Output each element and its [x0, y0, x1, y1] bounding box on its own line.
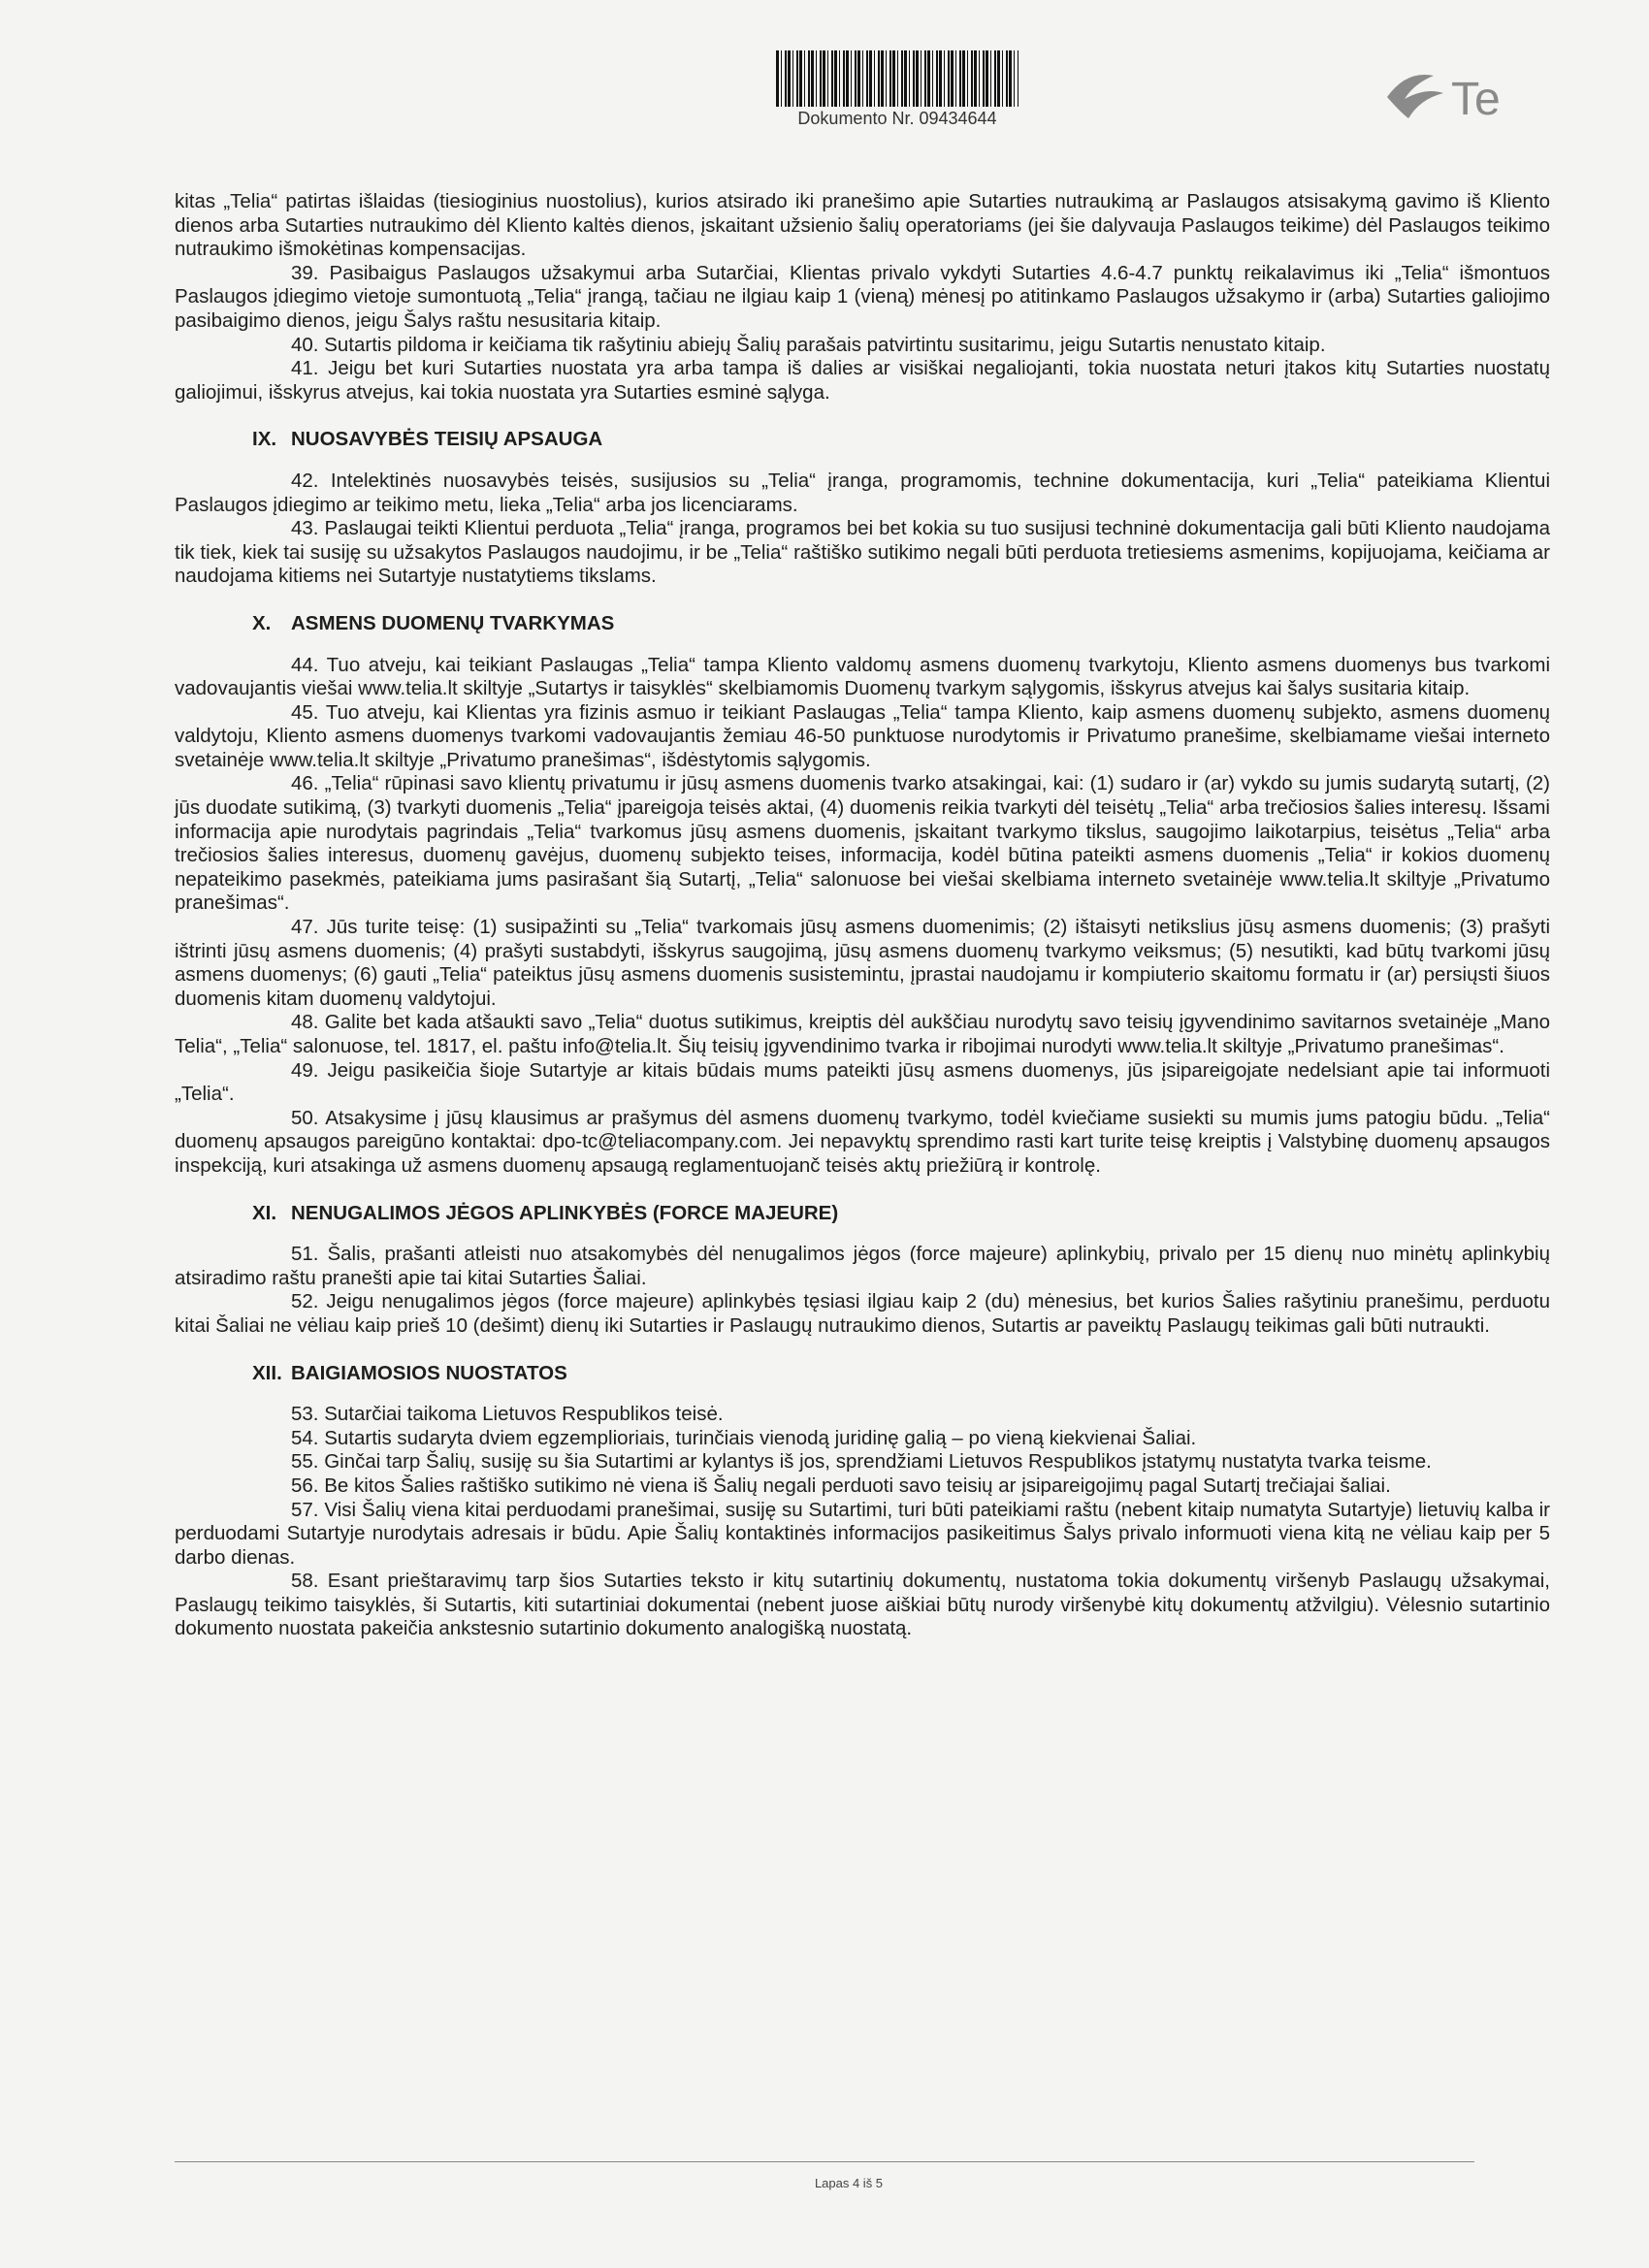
clause-number: 41.: [291, 357, 319, 380]
clause-text: Tuo atveju, kai Klientas yra fizinis asmuo ir teikiant Paslaugas „Telia“ tampa Kliento, kaip asmens duomenų subjekto, asmens duomenų valdytoju, Kliento asmens duomenys tvarkomi vadovaujantis žemiau 46-50 punktuose nurodytomis ir Privatumo pranešime, skelbiamame viešai interneto svetainėje www.telia.lt skiltyje „Privatumo pranešimas“, išdėstytomis sąlygomis.: [175, 700, 1550, 771]
clause: [175, 357, 1550, 405]
clause: [175, 1290, 1550, 1338]
section-title: ASMENS DUOMENŲ TVARKYMAS: [291, 611, 615, 634]
section-heading: [175, 428, 1550, 452]
clause: [175, 1450, 1550, 1474]
section-number: X.: [252, 611, 272, 634]
clause: [175, 517, 1550, 589]
clause: [175, 1107, 1550, 1179]
clause-text: Visi Šalių viena kitai perduodami pranešimai, susiję su Sutartimi, turi būti pateikiami raštu (nebent kitaip numatyta Sutartyje) lietuvių kalba ir perduodami Sutartyje nurodytais adresais ir būdu. Apie Šalių kontaktinės informacijos pasikeitimus Šalys privalo informuoti viena kitą ne vėliau kaip per 5 darbo dienas.: [175, 1498, 1550, 1569]
clause-text: Sutarčiai taikoma Lietuvos Respublikos teisė.: [324, 1403, 724, 1426]
clause-number: 42.: [291, 469, 319, 492]
clause-text: Pasibaigus Paslaugos užsakymui arba Sutarčiai, Klientas privalo vykdyti Sutarties 4.6-4.7 punktų reikalavimus iki „Telia“ išmontuos Paslaugos įdiegimo vietoje sumontuotą „Telia“ įrangą, tačiau ne ilgiau kaip 1 (vieną) mėnesį po atitinkamo Paslaugos užsakymo ir (arba) Sutarties galiojimo pasibaigimo dienos, jeigu Šalys raštu nesusitaria kitaip.: [175, 261, 1550, 332]
clause-number: 58.: [291, 1570, 319, 1593]
clause: [175, 1427, 1550, 1451]
clause-number: 54.: [291, 1426, 319, 1449]
clause-text: Paslaugai teikti Klientui perduota „Telia“ įranga, programos bei bet kokia su tuo susijusi techninė dokumentacija gali būti Kliento naudojama tik tiek, kiek tai susiję su užsakytos Paslaugos naudojimu, ir be „Telia“ raštiško sutikimo negali būti perduota tretiesiems asmenims, kopijuojama, keičiama ar naudojama kitiems nei Sutartyje nustatytiems tikslams.: [175, 517, 1550, 588]
clause-text: „Telia“ rūpinasi savo klientų privatumu ir jūsų asmens duomenis tvarko atsakingai, kai: (1) sudaro ir (ar) vykdo su jumis sudarytą sutartį, (2) jūs duodate sutikimą, (3) tvarkyti duomenis „Telia“ įpareigoja teisės aktai, (4) duomenis reikia tvarkyti dėl teisėtų „Telia“ arba trečiosios šalies interesų. Išsami informacija apie nurodytais pagrindais „Telia“ tvarkomus jūsų asmens duomenis, įskaitant tvarkymo tikslus, saugojimo laikotarpius, teisėtus „Telia“ arba trečiosios šalies interesus, duomenų gavėjus, duomenų subjekto teises, informacija, kodėl būtina pateikti asmens duomenis „Telia“ ir kokios duomenų nepateikimo pasekmės, pateikiama jums pasirašant šią Sutartį, „Telia“ salonuose bei viešai skelbiama interneto svetainėje www.telia.lt skiltyje „Privatumo pranešimas“.: [175, 772, 1550, 915]
clause-text: Šalis, prašanti atleisti nuo atsakomybės dėl nenugalimos jėgos (force majeure) aplinkybių, privalo per 15 dienų nuo minėtų aplinkybių atsiradimo raštu pranešti apie tai kitai Sutarties Šaliai.: [175, 1243, 1550, 1289]
clause-text: Jeigu bet kuri Sutarties nuostata yra arba tampa iš dalies ar visiškai negaliojanti, tokia nuostata neturi įtakos kitų Sutarties nuostatų galiojimui, išskyrus atvejus, kai tokia nuostata yra Sutarties esminė sąlyga.: [175, 357, 1550, 404]
document-body: [175, 190, 1550, 1641]
paragraph: kitas „Telia“ patirtas išlaidas (tiesioginius nuostolius), kurios atsirado iki pranešimo apie Sutarties nutraukimą ar Paslaugos atsisakymą gavimo iš Kliento dienos arba Sutarties nutraukimo dėl Kliento kaltės dienos, įskaitant užsienio šalių operatoriams (jei šie dalyvauja Paslaugos teikime) dėl Paslaugos teikimo nutraukimo išmokėtinas kompensacijas.: [175, 190, 1550, 261]
clause-text: Jūs turite teisę: (1) susipažinti su „Telia“ tvarkomais jūsų asmens duomenimis; (2) ištaisyti netikslius jūsų asmens duomenis; (3) prašyti ištrinti jūsų asmens duomenis; (4) prašyti sustabdyti, išskyrus saugojimą, jūsų asmens duomenų tvarkymo veiksmus; (5) nesutikti, kad būtų tvarkomi jūsų asmens duomenys; (6) gauti „Telia“ pateiktus jūsų asmens duomenis susistemintu, įprastai naudojamu ir kompiuterio skaitomu formatu ir (ar) persiųsti šiuos duomenis kitam duomenų valdytojui.: [175, 916, 1550, 1010]
clause-number: 46.: [291, 772, 319, 795]
clause: [175, 1059, 1550, 1107]
clause: [175, 1499, 1550, 1571]
clause-number: 44.: [291, 653, 319, 676]
section-number: XI.: [252, 1201, 277, 1224]
clause-text: Sutartis sudaryta dviem egzemplioriais, turinčiais vienodą juridinę galią – po vieną kiekvienai Šaliai.: [324, 1426, 1197, 1449]
clause-text: Galite bet kada atšaukti savo „Telia“ duotus sutikimus, kreiptis dėl aukščiau nurodytų savo teisių įgyvendinimo savitarnos svetainėje „Mano Telia“, „Telia“ salonuose, tel. 1817, el. paštu info@telia.lt. Šių teisių įgyvendinimo tvarka ir ribojimai nurodyti www.telia.lt skiltyje „Privatumo pranešimas“.: [175, 1011, 1550, 1057]
clause: [175, 1243, 1550, 1290]
clause-number: 52.: [291, 1290, 319, 1313]
clause: [175, 1403, 1550, 1427]
clause: [175, 916, 1550, 1011]
clause-text: Atsakysime į jūsų klausimus ar prašymus dėl asmens duomenų tvarkymo, todėl kviečiame susiekti su mumis jums patogiu būdu. „Telia“ duomenų apsaugos pareigūno kontaktai: dpo-tc@teliacompany.com. Jei nepavyktų sprendimo rasti kart turite teisę kreiptis į Valstybinę duomenų apsaugos inspekciją, kuri atsakinga už asmens duomenų apsaugą reglamentuojanč teisės aktų priežiūrą ir kontrolę.: [175, 1106, 1550, 1177]
clause: [175, 701, 1550, 773]
section-title: NENUGALIMOS JĖGOS APLINKYBĖS (FORCE MAJEURE): [291, 1201, 839, 1224]
clause-number: 49.: [291, 1058, 319, 1082]
section-heading: [175, 1202, 1550, 1226]
clause: [175, 654, 1550, 701]
logo-text: Te: [1451, 74, 1501, 125]
section-number: XII.: [252, 1361, 282, 1384]
clause-number: 47.: [291, 916, 319, 939]
barcode: [776, 50, 1018, 107]
clause-text: Jeigu nenugalimos jėgos (force majeure) aplinkybės tęsiasi ilgiau kaip 2 (du) mėnesius, bet kurios Šalies rašytiniu pranešimu, perduotu kitai Šaliai ne vėliau kaip prieš 10 (dešimt) dienų iki Sutarties ir Paslaugų nutraukimo dienos, Sutartis ar paveiktų Paslaugų teikimas gali būti nutraukti.: [175, 1290, 1550, 1337]
clause-number: 45.: [291, 700, 319, 724]
section-heading: [175, 1362, 1550, 1386]
clause-number: 40.: [291, 333, 319, 356]
clause-number: 50.: [291, 1106, 319, 1129]
clause-text: Esant prieštaravimų tarp šios Sutarties teksto ir kitų sutartinių dokumentų, nustatoma tokia dokumentų viršenyb Paslaugų užsakymai, Paslaugų teikimo taisyklės, ši Sutartis, kiti sutartiniai dokumentai (nebent juose aiškiai būtų nurody viršenybė kitų dokumentų atžvilgiu). Vėlesnio sutartinio dokumento nuostata pakeičia ankstesnio sutartinio dokumento analogišką nuostatą.: [175, 1570, 1550, 1640]
clause-number: 53.: [291, 1403, 319, 1426]
clause: [175, 1474, 1550, 1499]
clause-number: 55.: [291, 1450, 319, 1474]
page-number: Lapas 4 iš 5: [814, 2176, 884, 2190]
section-number: IX.: [252, 428, 277, 451]
clause-number: 43.: [291, 517, 319, 540]
telia-logo-icon: [1368, 58, 1562, 136]
clause-number: 39.: [291, 261, 319, 284]
clause-number: 57.: [291, 1498, 319, 1521]
clause-text: Jeigu pasikeičia šioje Sutartyje ar kitais būdais mums pateikti jūsų asmens duomenys, jūs įsipareigojate nedelsiant apie tai informuoti „Telia“.: [175, 1058, 1550, 1106]
clause-number: 51.: [291, 1243, 319, 1266]
clause-text: Ginčai tarp Šalių, susiję su šia Sutartimi ar kylantys iš jos, sprendžiami Lietuvos Respublikos įstatymų nustatyta tvarka teisme.: [324, 1450, 1432, 1474]
section-heading: [175, 612, 1550, 636]
clause: [175, 1011, 1550, 1058]
clause: [175, 1570, 1550, 1641]
clause-number: 56.: [291, 1474, 319, 1497]
clause-text: Be kitos Šalies raštiško sutikimo nė viena iš Šalių negali perduoti savo teisių ar įsipareigojimų pagal Sutartį trečiajai šaliai.: [324, 1474, 1391, 1497]
clause-number: 48.: [291, 1011, 319, 1034]
section-title: NUOSAVYBĖS TEISIŲ APSAUGA: [291, 428, 603, 451]
clause-text: Tuo atveju, kai teikiant Paslaugas „Telia“ tampa Kliento valdomų asmens duomenų tvarkytoju, Kliento asmens duomenys bus tvarkomi vadovaujantis viešai www.telia.lt skiltyje „Sutartys ir taisyklės“ skelbiamomis Duomenų tvarkym sąlygomis, išskyrus atvejus kai šalys susitaria kitaip.: [175, 653, 1550, 700]
clause-text: Intelektinės nuosavybės teisės, susijusios su „Telia“ įranga, programomis, technine dokumentacija, kuri „Telia“ pateikiama Klientui Paslaugos įdiegimo ar teikimo metu, lieka „Telia“ arba jos licenciarams.: [175, 469, 1550, 516]
clause: [175, 772, 1550, 916]
clause: [175, 334, 1550, 358]
document-number: Dokumento Nr. 09434644: [797, 109, 997, 128]
clause-text: Sutartis pildoma ir keičiama tik rašytiniu abiejų Šalių parašais patvirtintu susitarimu, jeigu Sutartis nenustato kitaip.: [324, 333, 1326, 356]
clause: [175, 470, 1550, 517]
clause: [175, 262, 1550, 334]
section-title: BAIGIAMOSIOS NUOSTATOS: [291, 1361, 567, 1384]
footer-divider: [175, 2161, 1474, 2162]
